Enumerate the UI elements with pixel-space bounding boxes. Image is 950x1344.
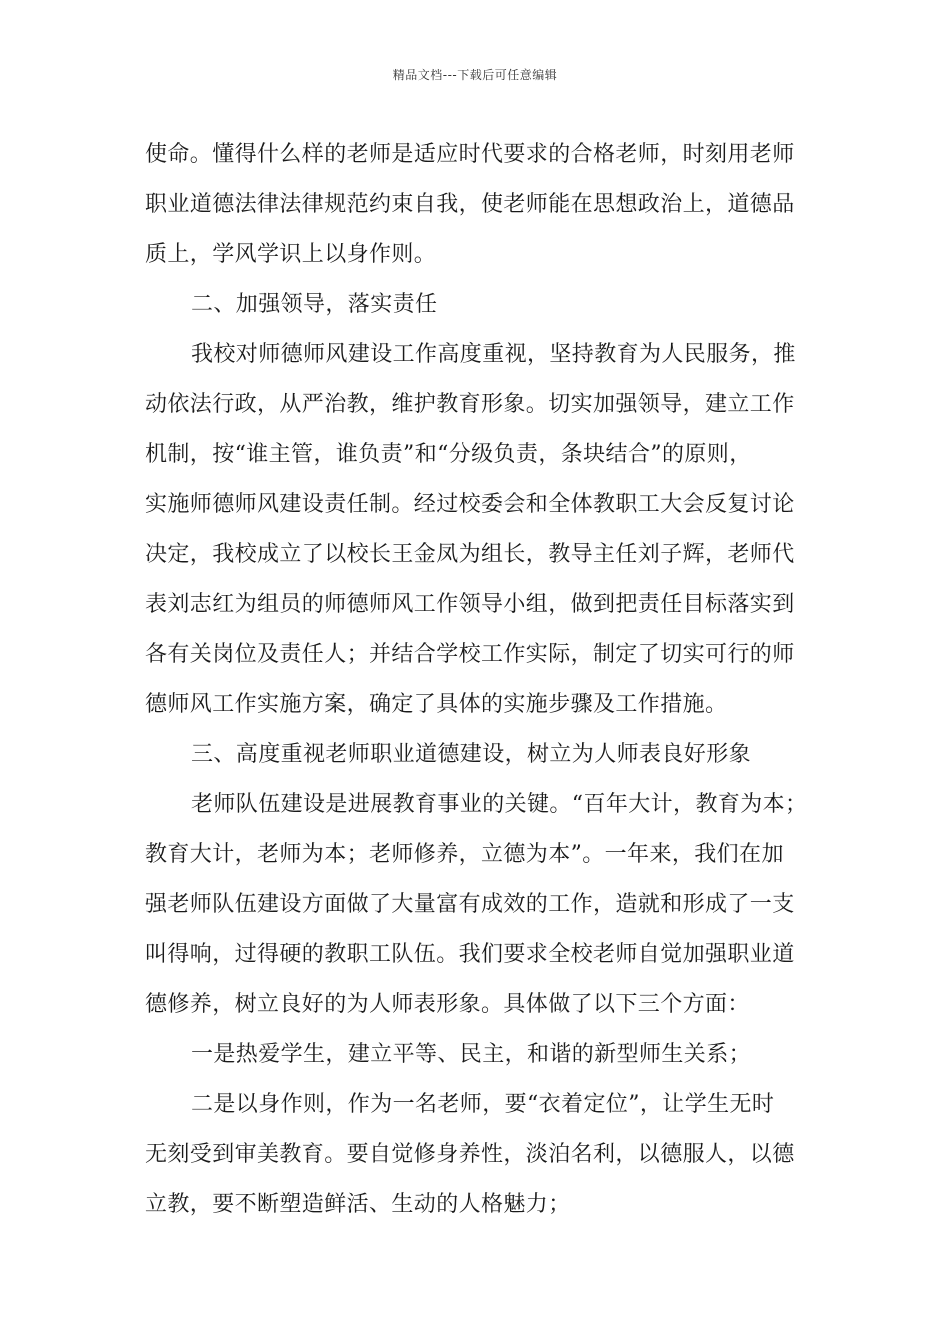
page-header: 精品文档---下载后可任意编辑 — [392, 68, 558, 82]
text-line: 机制，按“谁主管，谁负责”和“分级负责，条块结合”的原则， — [145, 442, 752, 467]
text-line: 质上，学风学识上以身作则。 — [145, 242, 437, 267]
text-line: 实施师德师风建设责任制。经过校委会和全体教职工大会反复讨论 — [145, 492, 795, 517]
text-line: 强老师队伍建设方面做了大量富有成效的工作，造就和形成了一支 — [145, 892, 795, 917]
section-heading: 三、高度重视老师职业道德建设，树立为人师表良好形象 — [191, 742, 752, 767]
text-line: 使命。懂得什么样的老师是适应时代要求的合格老师，时刻用老师 — [145, 142, 795, 167]
text-line: 无刻受到审美教育。要自觉修身养性，淡泊名利，以德服人，以德 — [145, 1142, 795, 1167]
text-line: 决定，我校成立了以校长王金凤为组长，教导主任刘子辉，老师代 — [145, 542, 795, 567]
text-line: 教育大计，老师为本；老师修养，立德为本”。一年来，我们在加 — [145, 842, 784, 867]
text-line: 叫得响，过得硬的教职工队伍。我们要求全校老师自觉加强职业道 — [145, 942, 795, 967]
document-body — [145, 130, 815, 1230]
section-heading: 二、加强领导，落实责任 — [191, 292, 438, 317]
text-line: 一是热爱学生，建立平等、民主，和谐的新型师生关系； — [191, 1042, 752, 1067]
text-line: 德修养，树立良好的为人师表形象。具体做了以下三个方面： — [145, 992, 750, 1017]
text-line: 动依法行政，从严治教，维护教育形象。切实加强领导，建立工作 — [145, 392, 795, 417]
text-line: 德师风工作实施方案，确定了具体的实施步骤及工作措施。 — [145, 692, 728, 717]
text-line: 职业道德法律法律规范约束自我，使老师能在思想政治上，道德品 — [145, 192, 795, 217]
text-line: 二是以身作则，作为一名老师，要“衣着定位”，让学生无时 — [191, 1092, 775, 1117]
text-line: 老师队伍建设是进展教育事业的关键。“百年大计，教育为本； — [191, 792, 808, 817]
text-line: 立教，要不断塑造鲜活、生动的人格魅力； — [145, 1192, 571, 1217]
text-line: 表刘志红为组员的师德师风工作领导小组，做到把责任目标落实到 — [145, 592, 795, 617]
text-line: 我校对师德师风建设工作高度重视，坚持教育为人民服务，推 — [191, 342, 796, 367]
text-line: 各有关岗位及责任人；并结合学校工作实际，制定了切实可行的师 — [145, 642, 795, 667]
